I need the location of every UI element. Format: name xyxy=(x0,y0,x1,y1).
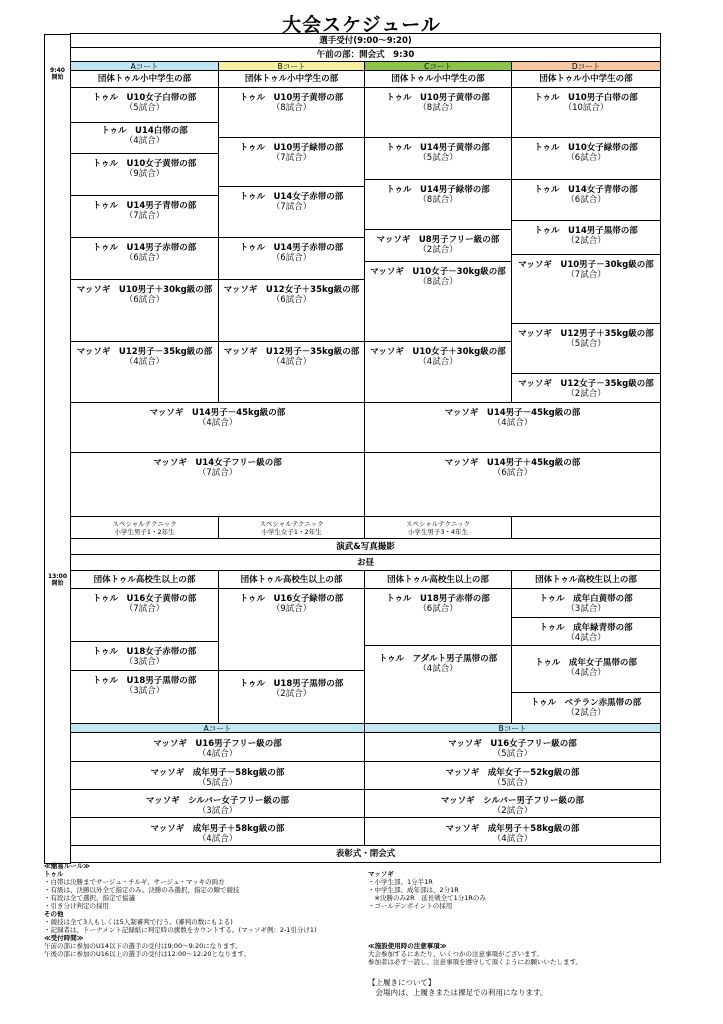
match-count: （4試合） xyxy=(566,633,606,643)
event-cell xyxy=(511,179,661,221)
shoes-note: 会場内は、上履きまたは裸足での利用になります。 xyxy=(368,988,548,997)
wide-event-cell xyxy=(70,402,365,453)
match-count: （6試合） xyxy=(418,604,458,614)
event-name: マッソギ U12男子－35kg級の部 xyxy=(76,347,213,357)
demo-text: 演武&写真撮影 xyxy=(336,541,395,552)
wide-event-cell xyxy=(364,452,661,517)
event-name: マッソギ U12男子－35kg級の部 xyxy=(223,347,360,357)
rule-line: ・中学生部、成年部は、2分1R xyxy=(368,886,459,894)
event-cell xyxy=(511,645,661,693)
match-count: （5試合） xyxy=(124,103,165,113)
event-name: トゥル 成年女子黒帯の部 xyxy=(535,658,637,668)
match-count: （10試合） xyxy=(563,103,609,113)
rules-heading: ≪簡易ルール≫ xyxy=(44,862,90,870)
court-label: Aコート xyxy=(203,723,232,733)
pm-start-time: 13:00 開始 xyxy=(47,573,68,587)
wide-event-cell xyxy=(70,817,365,846)
page-title: 大会スケジュール xyxy=(282,14,441,36)
event-cell xyxy=(511,323,661,374)
event-cell xyxy=(364,179,512,230)
match-count: （5試合） xyxy=(197,778,238,788)
event-name: トゥル U10女子黄帯の部 xyxy=(92,159,197,169)
event-cell xyxy=(364,645,512,724)
am-open-row xyxy=(70,47,661,62)
court-label: Bコート xyxy=(498,723,527,733)
event-name: 団体トゥル高校生以上の部 xyxy=(240,574,343,585)
rule-line: ・競技は全て3人もしくは5人制審判で行う。(審判の数にもよる) xyxy=(44,918,233,926)
match-count: （4試合） xyxy=(566,668,606,678)
event-cell xyxy=(218,186,365,238)
wide-event-cell xyxy=(364,789,661,818)
event-name: マッソギ U12女子＋35kg級の部 xyxy=(223,285,360,295)
event-name: トゥル 成年緑青帯の部 xyxy=(539,623,633,633)
match-count: （8試合） xyxy=(418,277,458,287)
match-count: （4試合） xyxy=(492,834,533,844)
shoes-heading: 【上履きについて】 xyxy=(368,978,436,987)
event-cell xyxy=(511,137,661,180)
event-name: マッソギ U12男子＋35kg級の部 xyxy=(518,329,654,339)
match-count: （7試合） xyxy=(566,270,606,280)
event-name: トゥル U18男子黒帯の部 xyxy=(92,676,197,686)
demo-row xyxy=(70,538,661,555)
court-label: Cコート xyxy=(424,61,452,71)
event-name: マッソギ U16男子フリー級の部 xyxy=(153,739,282,749)
reception-time-heading: ≪受付時間≫ xyxy=(44,934,84,942)
event-name: トゥル U18男子黒帯の部 xyxy=(239,679,344,689)
event-cell xyxy=(511,692,661,724)
event-cell xyxy=(511,373,661,403)
match-count: （4試合） xyxy=(418,664,458,674)
event-cell xyxy=(364,588,512,646)
pm-team-event xyxy=(364,570,512,589)
match-count: （4試合） xyxy=(124,357,165,367)
match-count: （7試合） xyxy=(124,211,165,221)
event-name: トゥル U16女子黄帯の部 xyxy=(92,594,197,604)
event-name: トゥル U18男子赤帯の部 xyxy=(386,594,490,604)
event-name: マッソギ U16女子フリー級の部 xyxy=(448,739,577,749)
match-count: （4試合） xyxy=(197,749,238,759)
event-name: トゥル U14男子青帯の部 xyxy=(92,201,197,211)
event-name: マッソギ U10男子＋30kg級の部 xyxy=(76,285,213,295)
event-cell xyxy=(70,588,219,642)
event-name: トゥル U10男子緑帯の部 xyxy=(239,143,344,153)
event-name: トゥル ベテラン赤黒帯の部 xyxy=(530,698,642,708)
special-technique-cell xyxy=(364,516,512,539)
event-name: トゥル 成年白黄帯の部 xyxy=(539,594,633,604)
rule-line: ・ゴールデンポイントの採用 xyxy=(368,902,453,910)
match-count: （6試合） xyxy=(566,195,606,205)
match-count: （2試合） xyxy=(566,236,606,246)
event-name: マッソギ U10女子＋30kg級の部 xyxy=(370,347,506,357)
match-count: （6試合） xyxy=(492,468,533,478)
match-count: （7試合） xyxy=(271,202,312,212)
award-text: 表彰式・閉会式 xyxy=(335,849,396,859)
event-name: 団体トゥル高校生以上の部 xyxy=(387,574,489,585)
match-count: （4試合） xyxy=(124,136,165,146)
rule-line: ・記録者は、トーナメント記録紙に判定時の旗数をカウントする。(マッソギ例：2-1引分け1) xyxy=(44,926,317,934)
empty-cell xyxy=(511,516,661,539)
match-count: （2試合） xyxy=(492,806,533,816)
rule-line: 大会参加するにあたり、いくつかの注意事項がございます。 xyxy=(368,950,543,958)
special-technique-cell xyxy=(218,516,365,539)
match-count: （6試合） xyxy=(271,295,312,305)
event-name: マッソギ U14男子－45kg級の部 xyxy=(149,408,286,418)
match-count: （4試合） xyxy=(271,357,312,367)
match-count: （8試合） xyxy=(418,103,458,113)
match-count: （4試合） xyxy=(418,357,458,367)
time-column xyxy=(44,34,71,864)
rule-line: ・白帯は決勝までサージュ・チルギ、サージュ・マッキの両方 xyxy=(44,878,225,886)
event-name: 団体トゥル高校生以上の部 xyxy=(535,574,637,585)
award-row xyxy=(70,845,661,863)
massogi-rules-heading: マッソギ xyxy=(368,870,394,878)
match-count: （3試合） xyxy=(124,686,165,696)
reception-text: 選手受付(9:00～9:20) xyxy=(319,35,412,46)
match-count: （4試合） xyxy=(197,834,238,844)
wide-event-cell xyxy=(70,452,365,517)
event-cell xyxy=(70,670,219,724)
event-name: トゥル U14女子赤帯の部 xyxy=(239,192,344,202)
wide-event-cell xyxy=(364,402,661,453)
match-count: （6試合） xyxy=(566,153,606,163)
match-count: （3試合） xyxy=(566,604,606,614)
event-name: トゥル U14白帯の部 xyxy=(101,126,188,136)
event-cell xyxy=(70,195,219,238)
am-team-event xyxy=(364,70,512,88)
wide-event-cell xyxy=(70,789,365,818)
event-name: スペシャルテクニック xyxy=(405,520,471,528)
wide-event-cell xyxy=(70,732,365,762)
event-cell xyxy=(70,87,219,123)
am-team-event xyxy=(70,70,219,88)
event-name: スペシャルテクニック xyxy=(259,520,324,528)
event-cell xyxy=(218,279,365,342)
court-label: Aコート xyxy=(130,61,159,71)
tul-rules-heading: トゥル xyxy=(44,870,64,878)
event-group: 小学生女子1・2年生 xyxy=(261,528,322,536)
special-technique-cell xyxy=(70,516,219,539)
match-count: （5試合） xyxy=(492,749,533,759)
event-name: トゥル U10女子白帯の部 xyxy=(92,93,197,103)
event-name: マッソギ U10男子－30kg級の部 xyxy=(518,260,654,270)
event-name: マッソギ シルバー男子フリー級の部 xyxy=(440,796,584,806)
event-name: マッソギ 成年男子＋58kg級の部 xyxy=(445,824,580,834)
match-count: （3試合） xyxy=(197,806,238,816)
event-cell xyxy=(364,341,512,403)
match-count: （2試合） xyxy=(566,708,606,718)
reception-row xyxy=(70,33,661,48)
match-count: （7試合） xyxy=(124,604,165,614)
event-name: 団体トゥル小中学生の部 xyxy=(244,74,339,84)
event-name: マッソギ U8男子フリー級の部 xyxy=(376,235,500,245)
other-rules-heading: その他 xyxy=(44,910,64,918)
match-count: （5試合） xyxy=(566,339,606,349)
match-count: （4試合） xyxy=(492,418,533,428)
event-cell xyxy=(70,279,219,342)
match-count: （2試合） xyxy=(418,245,458,255)
court-label: Bコート xyxy=(277,61,306,71)
rule-line: ※決勝のみ2R 延長戦全て1分1Rのみ xyxy=(368,894,486,902)
event-cell xyxy=(511,220,661,255)
event-name: トゥル U18女子赤帯の部 xyxy=(92,647,197,657)
event-name: トゥル U10男子黄帯の部 xyxy=(386,93,490,103)
rule-line: ・有段は全て選択、指定で協議 xyxy=(44,894,135,902)
event-name: トゥル U14男子赤帯の部 xyxy=(239,243,344,253)
event-name: トゥル U16女子緑帯の部 xyxy=(239,594,344,604)
court-label: Dコート xyxy=(571,61,601,71)
pm-team-event xyxy=(70,570,219,589)
pm-team-event xyxy=(218,570,365,589)
match-count: （8試合） xyxy=(271,103,312,113)
facility-heading: ≪施設使用時の注意事項≫ xyxy=(368,942,447,950)
event-cell xyxy=(70,122,219,154)
rule-line: ・引き分け判定の採用 xyxy=(44,902,109,910)
event-name: 団体トゥル高校生以上の部 xyxy=(93,574,196,585)
event-cell xyxy=(70,237,219,280)
event-name: マッソギ U12女子－35kg級の部 xyxy=(518,379,654,389)
match-count: （7試合） xyxy=(271,153,312,163)
match-count: （8試合） xyxy=(418,195,458,205)
lunch-text: お昼 xyxy=(356,557,374,568)
match-count: （2試合） xyxy=(271,689,312,699)
event-cell xyxy=(511,87,661,138)
event-cell xyxy=(364,261,512,342)
event-cell xyxy=(218,670,365,724)
event-name: マッソギ 成年女子－52kg級の部 xyxy=(445,768,580,778)
event-cell xyxy=(70,641,219,671)
event-name: トゥル U10女子緑帯の部 xyxy=(534,143,638,153)
match-count: （9試合） xyxy=(271,604,312,614)
match-count: （6試合） xyxy=(124,253,165,263)
am-open-text: 午前の部：開会式 9:30 xyxy=(316,49,415,60)
match-count: （5試合） xyxy=(418,153,458,163)
wide-event-cell xyxy=(364,817,661,846)
event-group: 小学生男子1・2年生 xyxy=(114,528,175,536)
event-name: マッソギ シルバー女子フリー級の部 xyxy=(145,796,289,806)
match-count: （4試合） xyxy=(197,418,238,428)
event-name: トゥル アダルト男子黒帯の部 xyxy=(378,654,498,664)
event-cell xyxy=(218,237,365,280)
event-name: トゥル U14女子青帯の部 xyxy=(534,185,638,195)
wide-event-cell xyxy=(364,732,661,762)
rule-line: 午前の部に参加のU14以下の選手の受付は9:00～9:20になります。 xyxy=(44,942,242,950)
event-cell xyxy=(70,341,219,403)
event-cell xyxy=(511,617,661,646)
event-name: マッソギ U14男子＋45kg級の部 xyxy=(444,458,581,468)
event-cell xyxy=(218,87,365,138)
event-cell xyxy=(511,254,661,324)
match-count: （6試合） xyxy=(271,253,312,263)
event-name: トゥル U14男子緑帯の部 xyxy=(386,185,490,195)
event-cell xyxy=(218,588,365,671)
event-name: 団体トゥル小中学生の部 xyxy=(97,74,192,84)
event-cell xyxy=(364,137,512,180)
match-count: （7試合） xyxy=(197,468,238,478)
event-name: トゥル U14男子黒帯の部 xyxy=(534,226,638,236)
wide-event-cell xyxy=(70,761,365,790)
match-count: （2試合） xyxy=(566,389,606,399)
lunch-row xyxy=(70,554,661,571)
am-team-event xyxy=(218,70,365,88)
rule-line: 午後の部に参加のU16以上の選手の受付は12:00～12:20となります。 xyxy=(44,950,250,958)
event-name: マッソギ U10女子－30kg級の部 xyxy=(370,267,506,277)
event-cell xyxy=(70,153,219,196)
match-count: （5試合） xyxy=(492,778,533,788)
event-cell xyxy=(218,341,365,403)
event-name: トゥル U10男子黄帯の部 xyxy=(239,93,344,103)
rule-line: ・有級は、決勝以外全て指定のみ。決勝のみ選択、指定の順で競技 xyxy=(44,886,240,894)
event-name: 団体トゥル小中学生の部 xyxy=(391,74,485,84)
event-name: マッソギ 成年男子－58kg級の部 xyxy=(150,768,285,778)
pm-team-event xyxy=(511,570,661,589)
event-name: トゥル U14男子黄帯の部 xyxy=(386,143,490,153)
event-cell xyxy=(511,588,661,618)
event-name: スペシャルテクニック xyxy=(112,520,177,528)
event-cell xyxy=(364,87,512,138)
event-group: 小学生男子3・4年生 xyxy=(407,528,469,536)
event-name: トゥル U14男子赤帯の部 xyxy=(92,243,197,253)
event-name: マッソギ U14女子フリー級の部 xyxy=(153,458,282,468)
match-count: （6試合） xyxy=(124,295,165,305)
event-cell xyxy=(218,137,365,187)
event-cell xyxy=(364,229,512,262)
am-team-event xyxy=(511,70,661,88)
rule-line: 参加者は必ず一読し、注意事項を遵守して頂くようにお願いいたします。 xyxy=(368,958,582,966)
event-name: 団体トゥル小中学生の部 xyxy=(539,74,633,84)
am-start-time: 9:40 開始 xyxy=(50,67,65,81)
event-name: トゥル U10男子白帯の部 xyxy=(534,93,638,103)
event-name: マッソギ U14男子－45kg級の部 xyxy=(444,408,581,418)
rule-line: ・小学生部、1分半1R xyxy=(368,878,433,886)
match-count: （9試合） xyxy=(124,169,165,179)
wide-event-cell xyxy=(364,761,661,790)
event-name: マッソギ 成年男子＋58kg級の部 xyxy=(150,824,285,834)
match-count: （3試合） xyxy=(124,657,165,667)
